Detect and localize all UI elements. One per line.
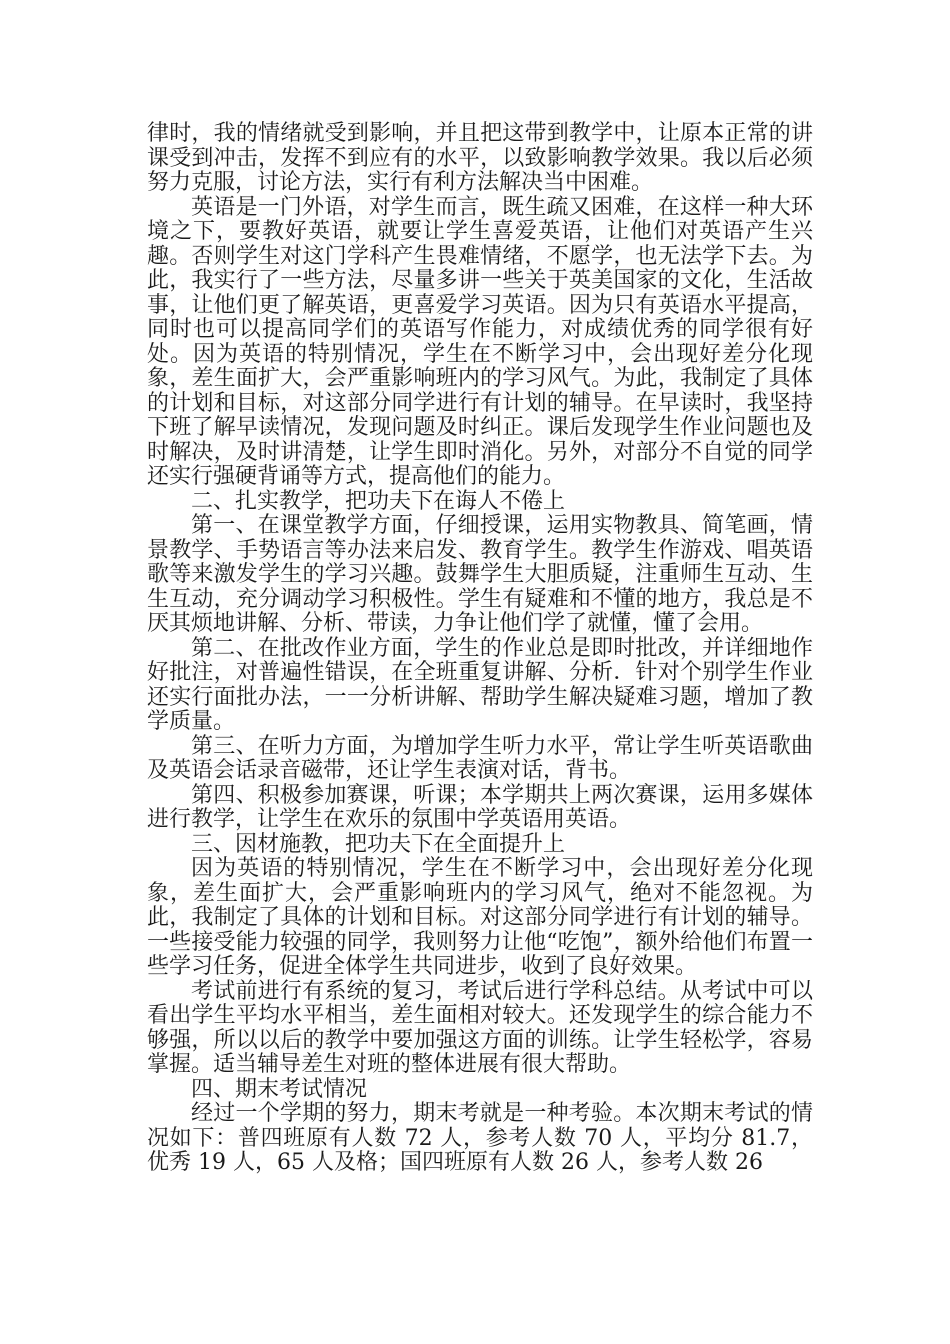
paragraph-english-interest: 英语是一门外语，对学生而言，既生疏又困难，在这样一种大环境之下，要教好英语，就要让学生喜爱英语，让他们对英语产生兴趣。否则学生对这门学科产生畏难情绪，不愿学，也无法学下去。为此，我实行了一些方法，尽量多讲一些关于英美国家的文化，生活故事，让他们更了解英语，更喜爱学习英语。因为只有英语水平提高，同时也可以提高同学们的英语写作能力，对成绩优秀的同学很有好处。因为英语的特别情况，学生在不断学习中，会出现好差分化现象，差生面扩大，会严重影响班内的学习风气。为此，我制定了具体的计划和目标，对这部分同学进行有计划的辅导。在早读时，我坚持下班了解早读情况，发现问题及时纠正。课后发现学生作业问题也及时解决，及时讲清楚，让学生即时消化。另外，对部分不自觉的同学还实行强硬背诵等方式，提高他们的能力。 <box>147 194 813 489</box>
document-body <box>147 122 813 1176</box>
section-heading-2: 二、扎实教学，把功夫下在诲人不倦上 <box>191 488 566 514</box>
paragraph-classroom-teaching: 第一、在课堂教学方面，仔细授课，运用实物教具、简笔画，情景教学、手势语言等办法来启发、教育学生。教学生作游戏、唱英语歌等来激发学生的学习兴趣。鼓舞学生大胆质疑，注重师生互动、生生互动，充分调动学习积极性。学生有疑难和不懂的地方，我总是不厌其烦地讲解、分析、带读，力争让他们学了就懂，懂了会用。 <box>147 513 813 636</box>
paragraph-contest-lessons: 第四、积极参加赛课，听课；本学期共上两次赛课，运用多媒体进行教学，让学生在欢乐的氛围中学英语用英语。 <box>147 782 813 832</box>
paragraph-continued: 律时，我的情绪就受到影响，并且把这带到教学中，让原本正常的讲课受到冲击，发挥不到应有的水平，以致影响教学效果。我以后必须努力克服，讨论方法，实行有利方法解决当中困难。 <box>147 121 813 195</box>
paragraph-listening: 第三、在听力方面，为增加学生听力水平，常让学生听英语歌曲及英语会话录音磁带，还让学生表演对话，背书。 <box>147 733 813 783</box>
paragraph-homework-correction: 第二、在批改作业方面，学生的作业总是即时批改，并详细地作好批注，对普遍性错误，在全班重复讲解、分析．针对个别学生作业还实行面批办法，一一分析讲解、帮助学生解决疑难习题，增加了教学质量。 <box>147 635 813 734</box>
paragraph-individual-teaching: 因为英语的特别情况，学生在不断学习中，会出现好差分化现象，差生面扩大，会严重影响班内的学习风气，绝对不能忽视。为此，我制定了具体的计划和目标。对这部分同学进行有计划的辅导。一些接受能力较强的同学，我则努力让他“吃饱”，额外给他们布置一些学习任务，促进全体学生共同进步，收到了良好效果。 <box>147 856 813 979</box>
section-heading-4: 四、期末考试情况 <box>191 1076 368 1102</box>
paragraph-exam-review: 考试前进行有系统的复习，考试后进行学科总结。从考试中可以看出学生平均水平相当，差生面相对较大。还发现学生的综合能力不够强，所以以后的教学中要加强这方面的训练。让学生轻松学，容易掌握。适当辅导差生对班的整体进展有很大帮助。 <box>147 978 813 1077</box>
section-heading-3: 三、因材施教，把功夫下在全面提升上 <box>191 831 566 857</box>
paragraph-final-exam: 经过一个学期的努力，期末考就是一种考验。本次期末考试的情况如下：普四班原有人数 72 人，参考人数 70 人，平均分 81.7，优秀 19 人，65 人及格；国四班原有人数 26 人，参考人数 26 <box>147 1101 813 1175</box>
